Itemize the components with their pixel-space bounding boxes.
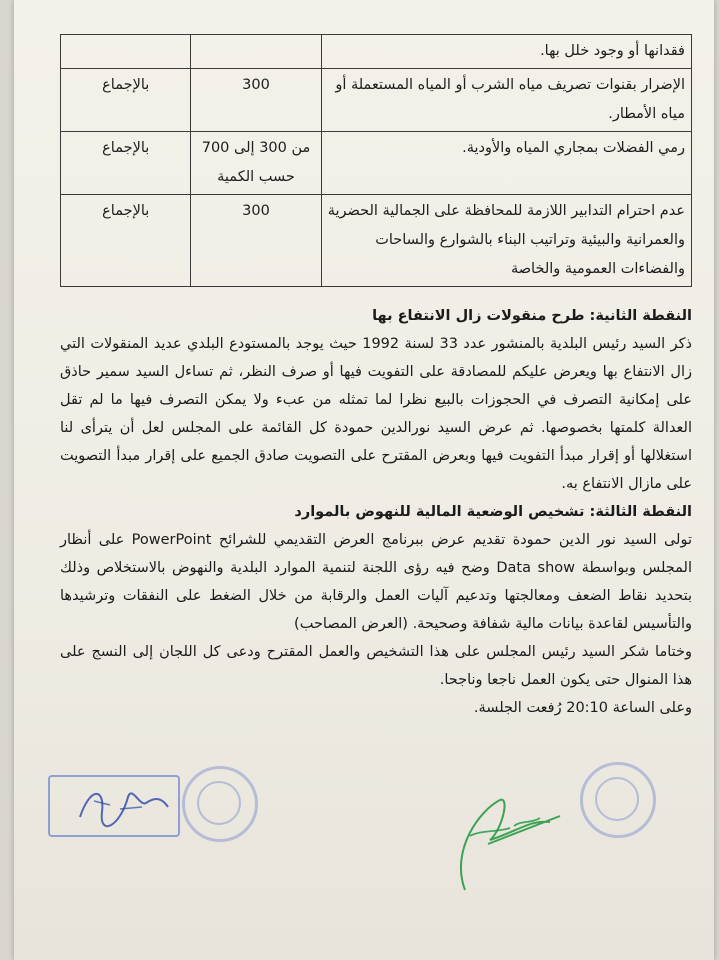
- closing-text: وختاما شكر السيد رئيس المجلس على هذا التشخيص والعمل المقترح ودعى كل اللجان إلى النسج على هذا المنوال حتى يكون العمل ناجعا وناجحا.: [60, 644, 692, 688]
- minutes-body: [60, 302, 692, 722]
- session-end-text: وعلى الساعة 20:10 رُفعت الجلسة.: [473, 700, 692, 716]
- table-cell-vote: [61, 35, 191, 69]
- table-cell-amount: 300: [191, 69, 321, 132]
- section-heading-second: النقطة الثانية: طرح منقولات زال الانتفاع بها: [372, 308, 692, 324]
- municipality-seal-icon: [580, 762, 656, 838]
- table-cell-description: رمي الفضلات بمجاري المياه والأودية.: [321, 132, 691, 195]
- table-row: [61, 69, 692, 132]
- document-page: [14, 0, 714, 960]
- table-cell-amount: من 300 إلى 700 حسب الكمية: [191, 132, 321, 195]
- table-cell-description: الإضرار بقنوات تصريف مياه الشرب أو المياه المستعملة أو مياه الأمطار.: [321, 69, 691, 132]
- table-cell-description: عدم احترام التدابير اللازمة للمحافظة على الجمالية الحضرية والعمرانية والبيئية وتراتيب البناء بالشوارع والساحات والفضاءات العمومية والخاصة: [321, 195, 691, 287]
- table-cell-amount: 300: [191, 195, 321, 287]
- handwritten-signature-icon: [410, 770, 580, 900]
- table-row: [61, 195, 692, 287]
- official-seal-icon: [182, 766, 258, 842]
- section-heading-third: النقطة الثالثة: تشخيص الوضعية المالية للنهوض بالموارد: [294, 504, 692, 520]
- handwritten-signature-icon: [50, 777, 178, 835]
- table-cell-vote: بالإجماع: [61, 69, 191, 132]
- table-row: [61, 132, 692, 195]
- table-cell-description: فقدانها أو وجود خلل بها.: [321, 35, 691, 69]
- fines-table: [60, 34, 692, 287]
- section-text-second: ذكر السيد رئيس البلدية بالمنشور عدد 33 لسنة 1992 حيث يوجد بالمستودع البلدي عديد المنقولات التي زال الانتفاع بها ويعرض عليكم للمصادقة على التفويت فيها أو صرف النظر، ثم تساءل السيد سمير حاذق على إمكانية التصرف في الحجوزات بالبيع نظرا لما تمثله من عبء ولا يمكن التصرف فيها ما لم تقل العدالة كلمتها بخصوصها. ثم عرض السيد نورالدين حمودة كل القائمة على المجلس لعل أن يترأى لنا استغلالها أو إقرار مبدأ التفويت فيها وبعرض المقترح على التصويت صادق الجميع على إقرار مبدأ التصويت على مازال الانتفاع به.: [60, 336, 692, 492]
- table-cell-vote: بالإجماع: [61, 132, 191, 195]
- section-text-third: تولى السيد نور الدين حمودة تقديم عرض ببرنامج العرض التقديمي للشرائح PowerPoint على أنظار المجلس وبواسطة Data show وضح فيه رؤى اللجنة لتنمية الموارد البلدية والنهوض بالاستخلاص وذلك بتحديد نقاط الضعف ومعالجتها وتدعيم آليات العمل والرقابة من خلال الضغط على النفقات وترشيدها والتأسيس لقاعدة بيانات مالية شفافة وصحيحة. (العرض المصاحب): [60, 532, 692, 632]
- table-cell-amount: [191, 35, 321, 69]
- council-stamp: [48, 775, 180, 837]
- table-row: [61, 35, 692, 69]
- table-cell-vote: بالإجماع: [61, 195, 191, 287]
